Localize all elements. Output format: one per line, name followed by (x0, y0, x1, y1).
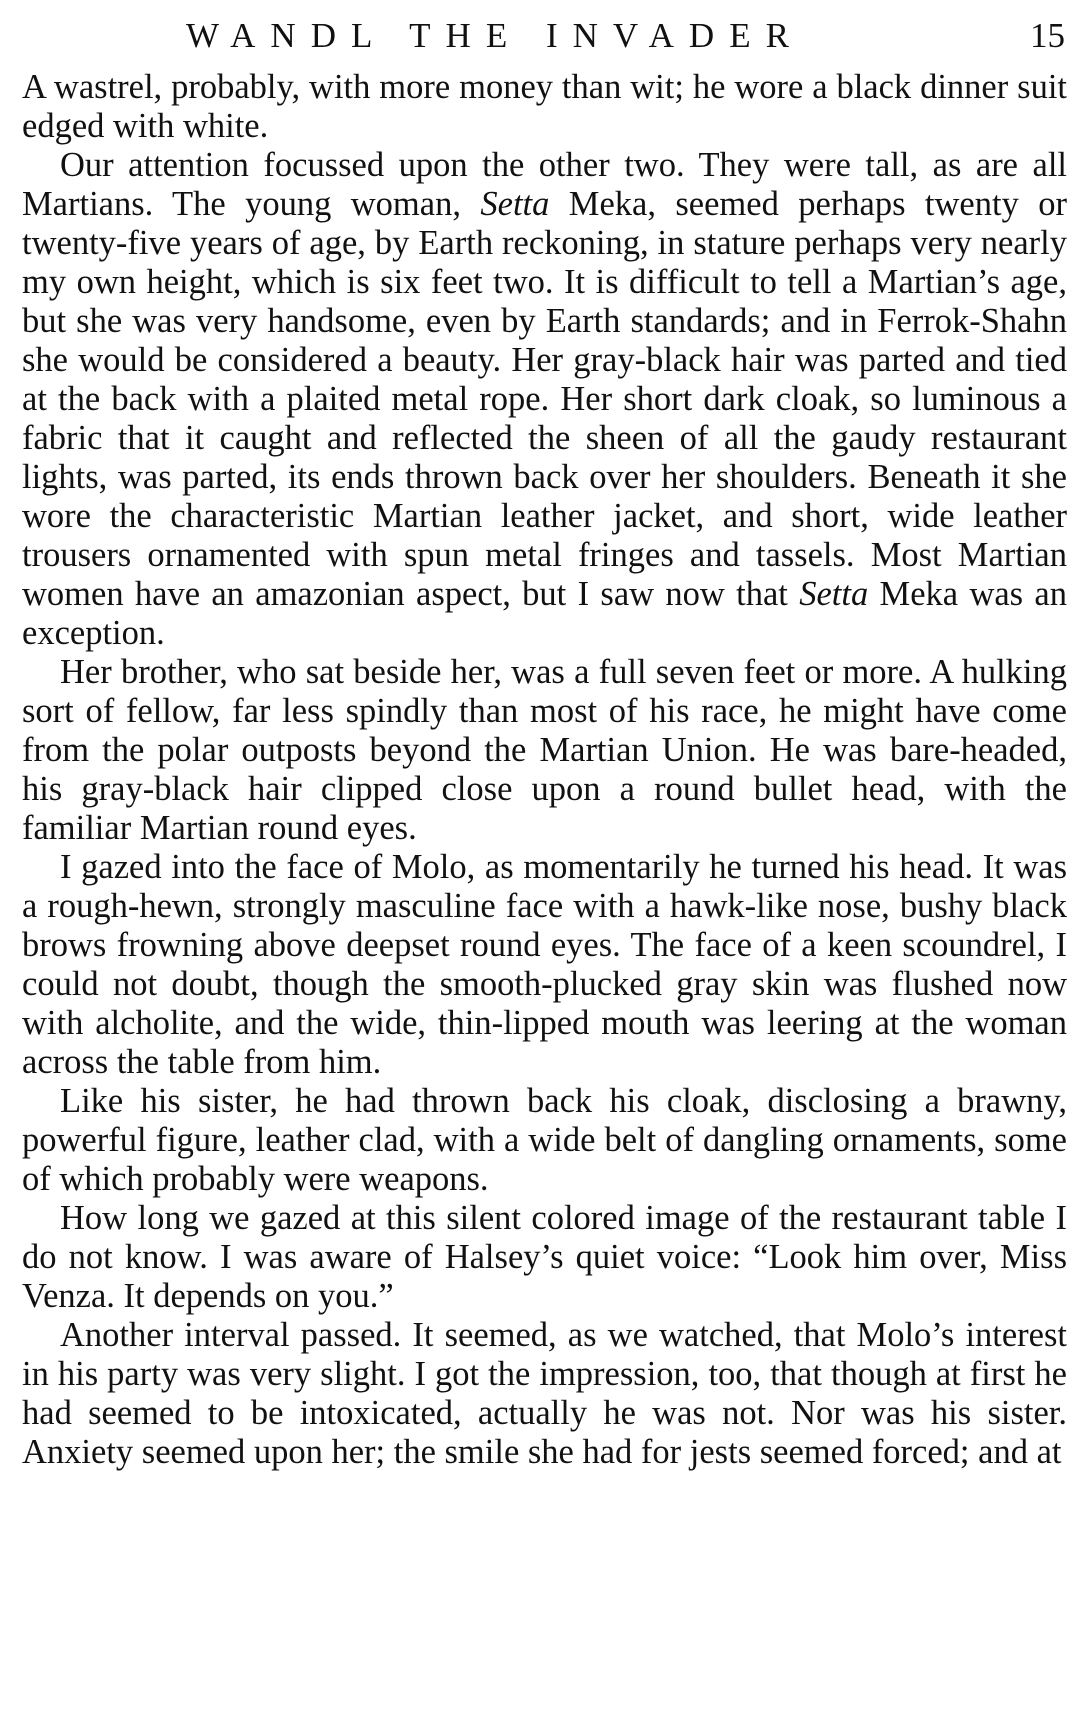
paragraph-text: How long we gazed at this silent colored image of the restaurant table I do not know. I was aware of Halsey’s quiet voice: “Look him over, Miss Venza. It depends on you.” (22, 1199, 1067, 1315)
italic-name: Setta (480, 185, 550, 223)
book-page (22, 14, 1067, 1704)
running-head (22, 14, 1067, 68)
paragraph-text: I gazed into the face of Molo, as momentarily he turned his head. It was a rough-hewn, strongly masculine face with a hawk-like nose, bushy black brows frowning above deepset round eyes. The face of a keen scoundrel, I could not doubt, though the smooth-plucked gray skin was flushed now with alcholite, and the wide, thin-lipped mouth was leering at the woman across the table from him. (22, 848, 1067, 1081)
paragraph-7 (22, 1316, 1067, 1472)
paragraph-text: Like his sister, he had thrown back his cloak, disclosing a brawny, powerful figure, leather clad, with a wide belt of dangling ornaments, some of which probably were weapons. (22, 1082, 1067, 1198)
paragraph-text: Meka, seemed perhaps twenty or twenty-five years of age, by Earth reckoning, in stature perhaps very nearly my own height, which is six feet two. It is difficult to tell a Martian’s age, but she was very handsome, even by Earth standards; and in Ferrok-Shahn she would be considered a beauty. Her gray-black hair was parted and tied at the back with a plaited metal rope. Her short dark cloak, so luminous a fabric that it caught and reflected the sheen of all the gaudy restaurant lights, was parted, its ends thrown back over her shoulders. Beneath it she wore the characteristic Martian leather jacket, and short, wide leather trousers ornamented with spun metal fringes and tassels. Most Martian women have an amazonian aspect, but I saw now that (22, 185, 1067, 613)
paragraph-2 (22, 146, 1067, 653)
page-number: 15 (1030, 16, 1065, 55)
paragraph-6 (22, 1199, 1067, 1316)
running-title: WANDL THE INVADER (186, 16, 804, 55)
paragraph-text: Meka was an exception. (22, 575, 1067, 652)
paragraph-5 (22, 1082, 1067, 1199)
body-text (22, 68, 1067, 1472)
paragraph-4 (22, 848, 1067, 1082)
paragraph-3 (22, 653, 1067, 848)
italic-name: Setta (799, 575, 869, 613)
paragraph-text: Another interval passed. It seemed, as we watched, that Molo’s interest in his party was very slight. I got the impression, too, that though at first he had seemed to be intoxicated, actually he was not. Nor was his sister. Anxiety seemed upon her; the smile she had for jests seemed forced; and at (22, 1316, 1067, 1471)
paragraph-text: Her brother, who sat beside her, was a full seven feet or more. A hulking sort of fellow, far less spindly than most of his race, he might have come from the polar outposts beyond the Martian Union. He was bare-headed, his gray-black hair clipped close upon a round bullet head, with the familiar Martian round eyes. (22, 653, 1067, 847)
paragraph-text: Our attention focussed upon the other two. They were tall, as are all Martians. The young woman, (22, 146, 1067, 223)
paragraph-1 (22, 68, 1067, 146)
paragraph-text: A wastrel, probably, with more money than wit; he wore a black dinner suit edged with white. (22, 68, 1067, 145)
